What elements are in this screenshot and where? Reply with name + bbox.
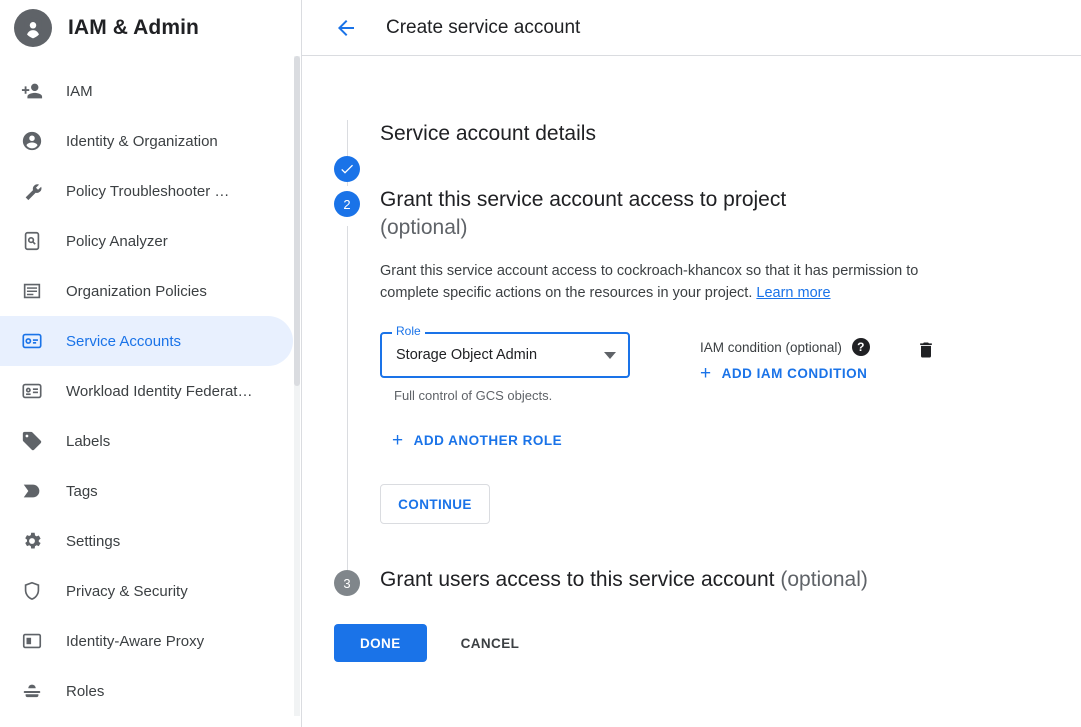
step-3-title-text: Grant users access to this service account [380, 568, 775, 591]
role-row [380, 324, 1041, 403]
list-icon [20, 279, 44, 303]
sidebar-item-service-accounts[interactable] [0, 316, 293, 366]
sidebar-item-workload-identity-federation[interactable] [0, 366, 293, 416]
sidebar-item-privacy-security[interactable] [0, 566, 293, 616]
sidebar-item-label: Policy Troubleshooter … [66, 182, 230, 200]
sidebar-nav [0, 56, 301, 716]
add-iam-condition-button[interactable] [700, 362, 870, 384]
person-circle-icon [20, 129, 44, 153]
sidebar-item-label: Labels [66, 432, 111, 450]
step-1-title: Service account details [380, 122, 596, 145]
card-icon [20, 379, 44, 403]
sidebar-item-roles[interactable] [0, 666, 293, 716]
gear-icon [20, 529, 44, 553]
role-select-value: Storage Object Admin [396, 347, 538, 363]
page-title: Create service account [386, 16, 581, 38]
learn-more-link[interactable]: Learn more [756, 285, 831, 301]
step-3-marker: 3 [334, 570, 360, 596]
role-select[interactable] [380, 332, 630, 378]
sidebar-item-tags[interactable] [0, 466, 293, 516]
wrench-icon [20, 179, 44, 203]
plus-icon: + [700, 362, 712, 384]
sidebar-item-label: Privacy & Security [66, 582, 188, 600]
content-area [302, 56, 1081, 662]
tag-outline-icon [20, 479, 44, 503]
help-icon[interactable]: ? [852, 338, 870, 356]
role-field-label: Role [392, 324, 425, 338]
sidebar [0, 0, 302, 727]
done-button[interactable]: DONE [334, 624, 427, 662]
sidebar-item-organization-policies[interactable] [0, 266, 293, 316]
shield-person-icon [14, 9, 52, 47]
roles-icon [20, 679, 44, 703]
sidebar-item-policy-analyzer[interactable] [0, 216, 293, 266]
footer-actions [334, 624, 1081, 662]
sidebar-scrollbar-thumb[interactable] [294, 56, 300, 386]
chevron-down-icon [604, 352, 616, 359]
continue-button[interactable]: CONTINUE [380, 484, 490, 524]
sidebar-item-label: Identity-Aware Proxy [66, 632, 205, 650]
step-3-title [380, 566, 1041, 594]
step-grant-users-access [302, 566, 1081, 594]
step-2-optional-label: (optional) [380, 216, 468, 239]
step-1-marker-check-icon [334, 156, 360, 182]
sidebar-item-label: Tags [66, 482, 98, 500]
role-helper-text: Full control of GCS objects. [394, 388, 553, 403]
plus-icon: + [392, 429, 404, 451]
sidebar-item-label: IAM [66, 82, 93, 100]
sidebar-scrollbar[interactable] [294, 56, 300, 716]
sidebar-item-label: Settings [66, 532, 121, 550]
step-2-description [380, 260, 980, 304]
sidebar-item-iam[interactable] [0, 66, 293, 116]
step-grant-access-to-project [302, 186, 1081, 524]
iam-condition-block [700, 332, 870, 384]
shield-icon [20, 579, 44, 603]
add-iam-condition-label: ADD IAM CONDITION [721, 366, 868, 381]
trash-icon[interactable] [916, 332, 936, 365]
sidebar-item-settings[interactable] [0, 516, 293, 566]
step-3-optional-label: (optional) [780, 568, 868, 591]
sidebar-item-identity-aware-proxy[interactable] [0, 616, 293, 666]
role-field [380, 324, 630, 403]
sidebar-item-label: Service Accounts [66, 332, 182, 350]
step-2-description-text: Grant this service account access to cockroach-khancox so that it has permission to complete specific actions on the resources in your project. [380, 263, 919, 301]
main-panel [302, 0, 1081, 727]
id-badge-icon [20, 329, 44, 353]
iam-condition-label [700, 338, 870, 356]
step-2-title [380, 186, 1041, 242]
sidebar-item-identity-organization[interactable] [0, 116, 293, 166]
proxy-icon [20, 629, 44, 653]
sidebar-title: IAM & Admin [68, 16, 199, 39]
step-2-marker: 2 [334, 191, 360, 217]
sidebar-item-label: Organization Policies [66, 282, 207, 300]
cancel-button[interactable]: CANCEL [451, 624, 530, 662]
step-2-title-text: Grant this service account access to project [380, 188, 787, 211]
sidebar-item-label: Identity & Organization [66, 132, 218, 150]
main-header [302, 0, 1081, 56]
sidebar-item-label: Workload Identity Federat… [66, 382, 253, 400]
step-service-account-details [302, 120, 1081, 148]
add-another-role-label: ADD ANOTHER ROLE [413, 433, 563, 448]
tag-icon [20, 429, 44, 453]
person-add-icon [20, 79, 44, 103]
sidebar-item-label: Policy Analyzer [66, 232, 168, 250]
sidebar-header [0, 0, 301, 56]
iam-condition-label-text: IAM condition (optional) [700, 339, 842, 355]
sidebar-item-label: Roles [66, 682, 105, 700]
sidebar-item-policy-troubleshooter[interactable] [0, 166, 293, 216]
arrow-left-icon[interactable] [334, 16, 358, 40]
add-another-role-button[interactable] [392, 429, 563, 451]
document-search-icon [20, 229, 44, 253]
sidebar-item-labels[interactable] [0, 416, 293, 466]
